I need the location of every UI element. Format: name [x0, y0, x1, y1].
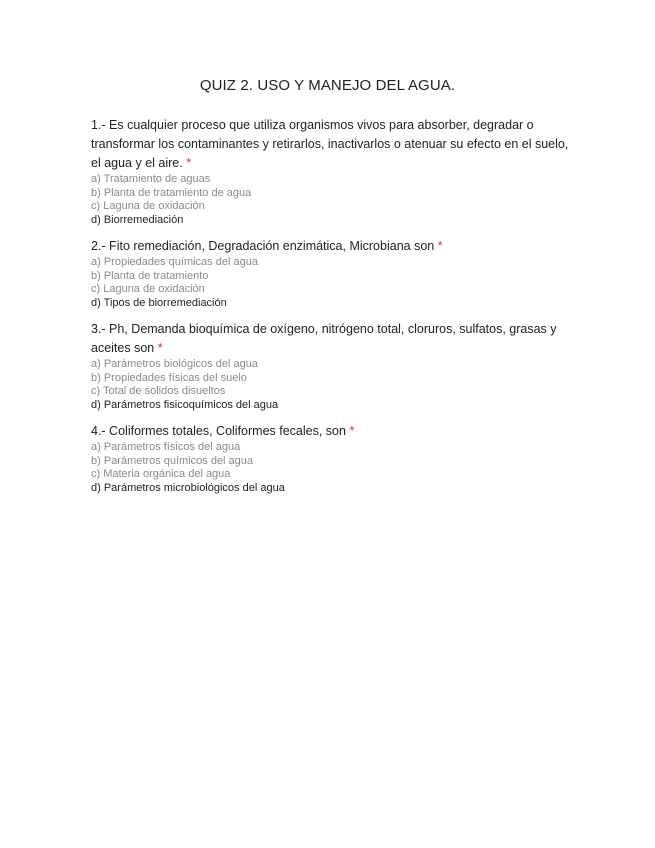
question-2-text	[91, 237, 571, 256]
option-4d[interactable]: d) Parámetros microbiológicos del agua	[91, 481, 285, 494]
option-2b[interactable]: b) Planta de tratamiento	[91, 269, 209, 282]
required-marker: *	[157, 341, 163, 355]
option-1b[interactable]: b) Planta de tratamiento de agua	[91, 186, 252, 199]
question-1-options	[91, 173, 571, 227]
required-marker: *	[437, 239, 443, 253]
question-list	[91, 116, 571, 505]
option-1c[interactable]: c) Laguna de oxidación	[91, 200, 205, 212]
question-2	[91, 237, 571, 310]
question-4-options	[91, 441, 571, 495]
question-4	[91, 422, 571, 495]
option-1a[interactable]: a) Tratamiento de aguas	[91, 173, 211, 185]
question-2-label: 2.- Fito remediación, Degradación enzimática, Microbiana son	[91, 239, 435, 253]
option-3b[interactable]: b) Propiedades físicas del suelo	[91, 371, 247, 384]
option-2c[interactable]: c) Laguna de oxidación	[91, 283, 205, 295]
question-1	[91, 116, 571, 227]
question-4-label: 4.- Coliformes totales, Coliformes fecales, son	[91, 424, 346, 438]
question-4-text	[91, 422, 571, 441]
question-3-options	[91, 358, 571, 412]
question-3-text	[91, 320, 571, 358]
option-2a[interactable]: a) Propiedades químicas del agua	[91, 256, 258, 268]
option-3a[interactable]: a) Parámetros biológicos del agua	[91, 358, 258, 370]
option-3c[interactable]: c) Total de solidos disueltos	[91, 385, 226, 397]
option-4a[interactable]: a) Parámetros físicos del agua	[91, 441, 241, 453]
question-3-label: 3.- Ph, Demanda bioquímica de oxígeno, nitrógeno total, cloruros, sulfatos, grasas y aceites son	[91, 322, 557, 355]
option-4c[interactable]: c) Materia orgánica del agua	[91, 468, 231, 480]
question-2-options	[91, 256, 571, 310]
option-1d[interactable]: d) Biorremediación	[91, 213, 184, 226]
question-3	[91, 320, 571, 412]
required-marker: *	[349, 424, 355, 438]
question-1-text	[91, 116, 571, 173]
option-2d[interactable]: d) Tipos de biorremediación	[91, 296, 227, 309]
quiz-title: QUIZ 2. USO Y MANEJO DEL AGUA.	[199, 77, 456, 94]
question-1-label: 1.- Es cualquier proceso que utiliza organismos vivos para absorber, degradar o transformar los contaminantes y retirarlos, inactivarlos o atenuar su efecto en el suelo, el agua y el aire.	[91, 118, 569, 170]
option-4b[interactable]: b) Parámetros químicos del agua	[91, 454, 254, 467]
required-marker: *	[186, 156, 192, 170]
option-3d[interactable]: d) Parámetros fisicoquímicos del agua	[91, 398, 279, 411]
